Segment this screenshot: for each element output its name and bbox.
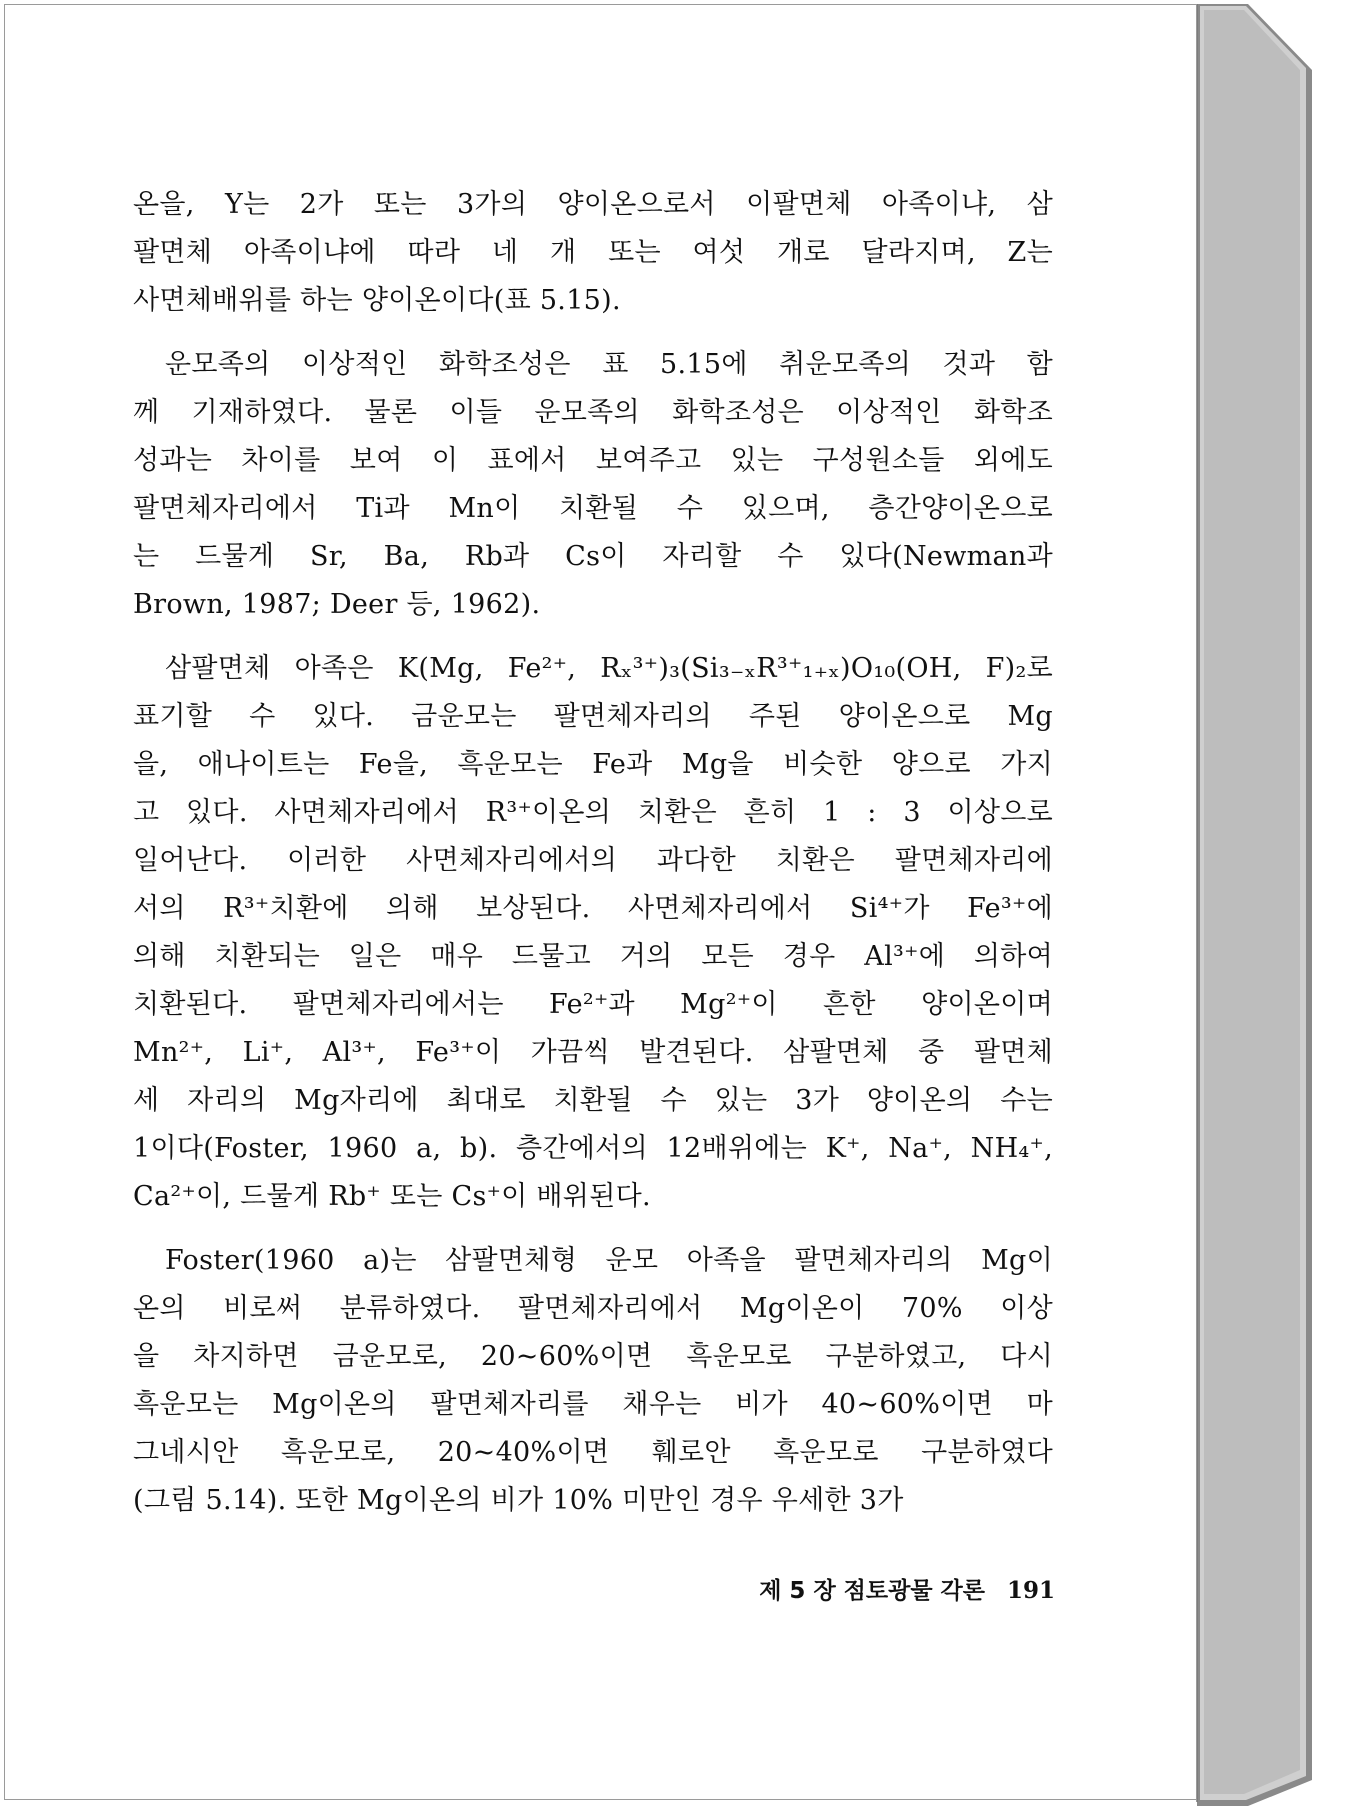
text-line: 팔면체자리에서 Ti과 Mn이 치환될 수 있으며, 층간양이온으로	[133, 493, 1053, 524]
page-footer	[700, 1572, 1055, 1605]
text-line: 흑운모는 Mg이온의 팔면체자리를 채우는 비가 40~60%이면 마	[133, 1389, 1053, 1420]
text-line: 운모족의 이상적인 화학조성은 표 5.15에 취운모족의 것과 함	[165, 349, 1053, 380]
text-line: 사면체배위를 하는 양이온이다(표 5.15).	[133, 285, 621, 316]
text-line: 을 차지하면 금운모로, 20~60%이면 흑운모로 구분하였고, 다시	[133, 1341, 1053, 1372]
text-line: 표기할 수 있다. 금운모는 팔면체자리의 주된 양이온으로 Mg	[133, 701, 1053, 732]
text-line: Ca²⁺이, 드물게 Rb⁺ 또는 Cs⁺이 배위된다.	[133, 1181, 651, 1212]
text-line: (그림 5.14). 또한 Mg이온의 비가 10% 미만인 경우 우세한 3가	[133, 1485, 904, 1516]
text-line: Foster(1960 a)는 삼팔면체형 운모 아족을 팔면체자리의 Mg이	[165, 1245, 1053, 1276]
text-line: 서의 R³⁺치환에 의해 보상된다. 사면체자리에서 Si⁴⁺가 Fe³⁺에	[133, 893, 1053, 924]
text-line: 는 드물게 Sr, Ba, Rb과 Cs이 자리할 수 있다(Newman과	[133, 541, 1053, 572]
text-line: 그네시안 흑운모로, 20~40%이면 훼로안 흑운모로 구분하였다	[133, 1437, 1053, 1468]
chapter-title: 제 5 장 점토광물 각론	[759, 1578, 985, 1604]
text-line: 성과는 차이를 보여 이 표에서 보여주고 있는 구성원소들 외에도	[133, 445, 1053, 476]
text-line: 세 자리의 Mg자리에 최대로 치환될 수 있는 3가 양이온의 수는	[133, 1085, 1053, 1116]
text-line: 치환된다. 팔면체자리에서는 Fe²⁺과 Mg²⁺이 흔한 양이온이며	[133, 989, 1053, 1020]
text-line: 팔면체 아족이냐에 따라 네 개 또는 여섯 개로 달라지며, Z는	[133, 237, 1053, 268]
page-number: 191	[1006, 1577, 1055, 1604]
text-line: 고 있다. 사면체자리에서 R³⁺이온의 치환은 흔히 1 : 3 이상으로	[133, 797, 1053, 828]
text-line: 온의 비로써 분류하였다. 팔면체자리에서 Mg이온이 70% 이상	[133, 1293, 1053, 1324]
text-line: 께 기재하였다. 물론 이들 운모족의 화학조성은 이상적인 화학조	[133, 397, 1053, 428]
body-text	[133, 181, 1053, 1541]
text-line: Brown, 1987; Deer 등, 1962).	[133, 589, 541, 620]
paragraph	[133, 1237, 1053, 1525]
paragraph	[133, 341, 1053, 629]
text-line: 일어난다. 이러한 사면체자리에서의 과다한 치환은 팔면체자리에	[133, 845, 1053, 876]
text-line: 의해 치환되는 일은 매우 드물고 거의 모든 경우 Al³⁺에 의하여	[133, 941, 1053, 972]
text-line: 삼팔면체 아족은 K(Mg, Fe²⁺, Rₓ³⁺)₃(Si₃₋ₓR³⁺₁₊ₓ)O₁₀(OH, F)₂로	[165, 653, 1053, 684]
text-line: 온을, Y는 2가 또는 3가의 양이온으로서 이팔면체 아족이냐, 삼	[133, 189, 1053, 220]
text-line: 1이다(Foster, 1960 a, b). 층간에서의 12배위에는 K⁺, Na⁺, NH₄⁺,	[133, 1133, 1053, 1164]
text-line: Mn²⁺, Li⁺, Al³⁺, Fe³⁺이 가끔씩 발견된다. 삼팔면체 중 팔면체	[133, 1037, 1053, 1068]
paragraph	[133, 645, 1053, 1221]
text-line: 을, 애나이트는 Fe을, 흑운모는 Fe과 Mg을 비슷한 양으로 가지	[133, 749, 1053, 780]
paragraph	[133, 181, 1053, 325]
